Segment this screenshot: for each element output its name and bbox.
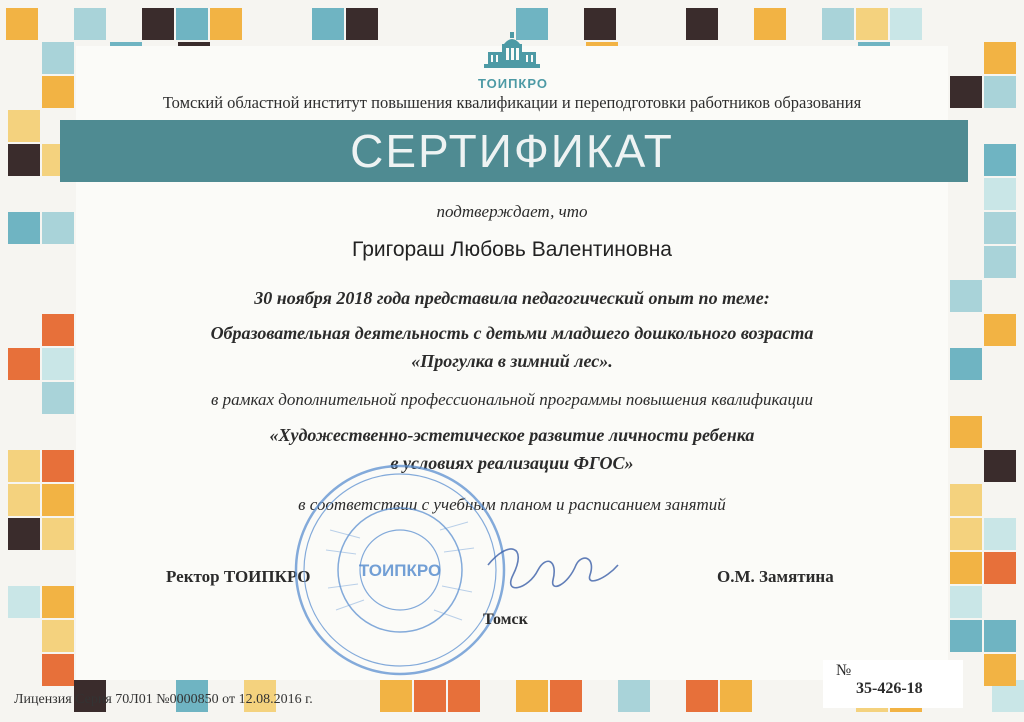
border-tile: [210, 8, 242, 40]
border-tile: [618, 680, 650, 712]
border-tile: [8, 518, 40, 550]
border-tile: [856, 8, 888, 40]
city-label: Томск: [483, 611, 528, 628]
border-tile: [890, 8, 922, 40]
border-tile: [176, 8, 208, 40]
institution-name: Томский областной институт повышения квалификации и переподготовки работников образования: [162, 93, 862, 112]
border-tile: [584, 8, 616, 40]
certificate-title: СЕРТИФИКАТ: [350, 125, 674, 177]
signer-name: О.М. Замятина: [717, 567, 834, 586]
border-tile: [6, 8, 38, 40]
border-tile: [42, 654, 74, 686]
border-tile: [516, 680, 548, 712]
border-tile: [142, 8, 174, 40]
program-intro: в рамках дополнительной профессиональной программы повышения квалификации: [211, 390, 813, 409]
border-tile: [984, 518, 1016, 550]
number-sign: №: [836, 662, 852, 679]
date-line: 30 ноября 2018 года представила педагогический опыт по теме:: [254, 288, 770, 308]
program-line-2: в условиях реализации ФГОС»: [390, 453, 634, 473]
border-tile: [950, 552, 982, 584]
topic-line-2: «Прогулка в зимний лес».: [411, 351, 613, 371]
border-tile: [950, 518, 982, 550]
program-line-1: «Художественно-эстетическое развитие личности ребенка: [269, 425, 755, 445]
border-tile: [42, 620, 74, 652]
border-tile: [950, 586, 982, 618]
border-tile: [42, 518, 74, 550]
border-tile: [550, 680, 582, 712]
border-tile: [686, 680, 718, 712]
certificate-number: 35-426-18: [856, 680, 923, 697]
recipient-name: Григораш Любовь Валентиновна: [352, 238, 672, 261]
border-tile: [42, 586, 74, 618]
rector-label: Ректор ТОИПКРО: [166, 567, 311, 586]
logo-text: ТОИПКРО: [478, 76, 548, 91]
border-tile: [754, 8, 786, 40]
border-tile: [74, 8, 106, 40]
border-tile: [380, 680, 412, 712]
confirms-text: подтверждает, что: [436, 202, 588, 221]
license-text: Лицензия Серия 70Л01 №0000850 от 12.08.2016 г.: [14, 692, 313, 707]
border-tile: [312, 8, 344, 40]
border-tile: [984, 42, 1016, 74]
border-tile: [42, 42, 74, 74]
border-tile: [822, 8, 854, 40]
border-tile: [8, 586, 40, 618]
border-tile: [984, 620, 1016, 652]
stamp-center-text: ТОИПКРО: [358, 561, 442, 580]
border-tile: [414, 680, 446, 712]
topic-line-1: Образовательная деятельность с детьми младшего дошкольного возраста: [210, 323, 814, 343]
border-tile: [448, 680, 480, 712]
border-tile: [984, 654, 1016, 686]
border-tile: [720, 680, 752, 712]
border-tile: [950, 620, 982, 652]
accordance-text: в соответствии с учебным планом и расписанием занятий: [298, 495, 726, 514]
border-tile: [984, 552, 1016, 584]
border-tile: [346, 8, 378, 40]
handwritten-signature: [468, 535, 628, 605]
border-tile: [686, 8, 718, 40]
